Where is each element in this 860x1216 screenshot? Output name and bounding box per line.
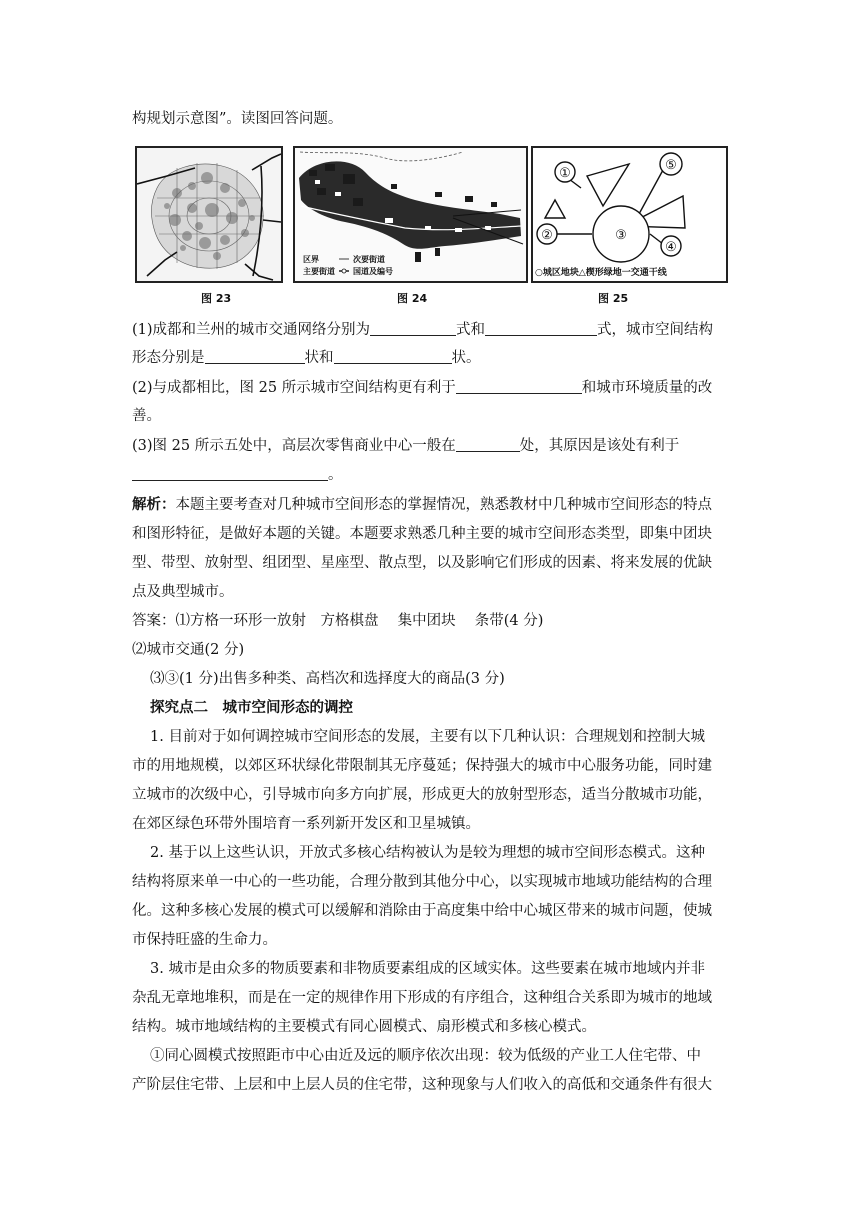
analysis-line-2: 和图形特征，是做好本题的关键。本题要求熟悉几种主要的城市空间形态类型，即集中团块 xyxy=(132,526,712,542)
answer-line-2: ⑵城市交通(2 分) xyxy=(132,642,245,658)
answer-blank[interactable] xyxy=(132,466,328,481)
legend-district-boundary: 区界 xyxy=(303,255,319,264)
legend-national-road: 国道及编号 xyxy=(353,267,393,276)
analysis-line-1: 解析：本题主要考查对几种城市空间形态的掌握情况，熟悉教材中几种城市空间形态的特点 xyxy=(132,496,712,513)
figure-24-caption: 图 24 xyxy=(397,292,428,305)
paragraph-1-line: 在郊区绿色环带外围培育一系列新开发区和卫星城镇。 xyxy=(132,816,480,832)
paragraph-1-line: 立城市的次级中心，引导城市向多方向扩展，形成更大的放射型形态，适当分散城市功能， xyxy=(132,787,712,803)
figure-25-legend: ○城区地块△楔形绿地一交通干线 xyxy=(535,268,667,278)
legend-secondary-street: 次要街道 xyxy=(353,255,385,264)
answer-blank[interactable] xyxy=(205,349,305,364)
answer-blank[interactable] xyxy=(456,379,582,394)
figure-25-caption: 图 25 xyxy=(598,292,629,305)
figure-23-caption: 图 23 xyxy=(201,292,232,305)
answer-blank[interactable] xyxy=(334,349,452,364)
paragraph-2-line: 市保持旺盛的生命力。 xyxy=(132,932,277,948)
legend-main-street: 主要街道 xyxy=(303,267,335,276)
answer-blank[interactable] xyxy=(485,321,597,336)
paragraph-1-line: 市的用地规模，以郊区环状绿化带限制其无序蔓延；保持强大的城市中心服务功能，同时建 xyxy=(132,758,712,774)
node-5-label: ⑤ xyxy=(665,158,677,173)
analysis-label: 解析： xyxy=(132,496,176,513)
paragraph-1-line: 1. 目前对于如何调控城市空间形态的发展，主要有以下几种认识：合理规划和控制大城 xyxy=(150,729,705,745)
node-3-label: ③ xyxy=(615,228,627,243)
question-1-line-1: (1)成都和兰州的城市交通网络分别为 式和 式，城市空间结构 xyxy=(132,322,714,338)
answer-blank[interactable] xyxy=(370,321,456,336)
question-2-line-1: (2)与成都相比，图 25 所示城市空间结构更有利于 和城市环境质量的改 xyxy=(132,380,713,396)
figure-25-structure-diagram xyxy=(531,146,728,283)
paragraph-3-line: 3. 城市是由众多的物质要素和非物质要素组成的区域实体。这些要素在城市地域内并非 xyxy=(150,961,705,977)
analysis-line-4: 点及典型城市。 xyxy=(132,584,234,600)
answer-line-1: 答案：⑴方格一环形一放射 方格棋盘 集中团块 条带(4 分) xyxy=(132,613,544,629)
analysis-line-3: 型、带型、放射型、组团型、星座型、散点型，以及影响它们形成的因素、将来发展的优缺 xyxy=(132,555,712,571)
paragraph-2-line: 化。这种多核心发展的模式可以缓解和消除由于高度集中给中心城区带来的城市问题，使城 xyxy=(132,903,712,919)
paragraph-3-line: 杂乱无章地堆积，而是在一定的规律作用下形成的有序组合，这种组合关系即为城市的地域 xyxy=(132,990,712,1006)
paragraph-4-line: 产阶层住宅带、上层和中上层人员的住宅带，这种现象与人们收入的高低和交通条件有很大 xyxy=(132,1077,712,1093)
node-2-label: ② xyxy=(541,228,553,243)
figure-23-chengdu-map xyxy=(135,146,283,283)
node-4-label: ④ xyxy=(665,240,677,255)
node-1-label: ① xyxy=(559,166,571,181)
paragraph-2-line: 2. 基于以上这些认识，开放式多核心结构被认为是较为理想的城市空间形态模式。这种 xyxy=(150,845,705,861)
question-1-line-2: 形态分别是 状和 状。 xyxy=(132,350,481,366)
question-3-line-2: 。 xyxy=(132,465,732,485)
answer-blank[interactable] xyxy=(456,437,520,452)
question-3-line-1: (3)图 25 所示五处中，高层次零售商业中心一般在 处，其原因是该处有利于 xyxy=(132,438,680,454)
intro-line: 构规划示意图”。读图回答问题。 xyxy=(132,111,343,127)
paragraph-2-line: 结构将原来单一中心的一些功能，合理分散到其他分中心，以实现城市地域功能结构的合理 xyxy=(132,874,712,890)
paragraph-4-line: ①同心圆模式按照距市中心由近及远的顺序依次出现：较为低级的产业工人住宅带、中 xyxy=(150,1048,701,1064)
question-2-line-2: 善。 xyxy=(132,408,161,424)
section-heading: 探究点二 城市空间形态的调控 xyxy=(150,699,353,716)
answer-line-3: ⑶③(1 分)出售多种类、高档次和选择度大的商品(3 分) xyxy=(150,671,505,687)
paragraph-3-line: 结构。城市地域结构的主要模式有同心圆模式、扇形模式和多核心模式。 xyxy=(132,1019,596,1035)
figure-24-lanzhou-map xyxy=(293,146,528,283)
